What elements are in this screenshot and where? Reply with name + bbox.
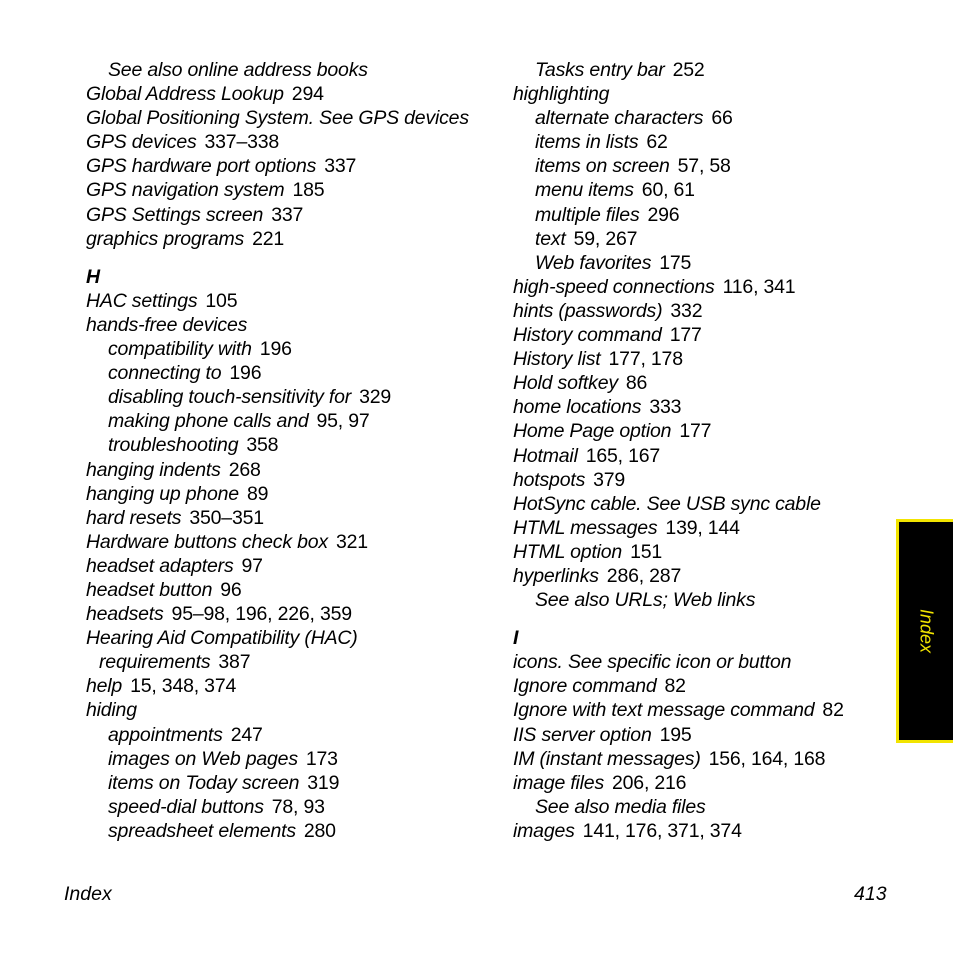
index-subentry: [513, 227, 893, 251]
index-subentry: [513, 106, 893, 130]
index-term: hanging up phone: [86, 482, 239, 505]
index-term: See also online address books: [108, 59, 368, 81]
index-page-refs: 332: [670, 299, 703, 322]
section-tab: [896, 519, 953, 743]
index-term: Home Page option: [513, 420, 672, 443]
index-page-refs: 252: [672, 59, 705, 81]
index-term: home locations: [513, 396, 642, 419]
index-entry: [86, 82, 486, 106]
index-term: hiding: [86, 699, 137, 722]
index-page-refs: 116, 341: [722, 275, 796, 298]
index-page-refs: 60, 61: [641, 179, 695, 202]
index-term: Hold softkey: [513, 372, 618, 395]
index-page-refs: 165, 167: [585, 444, 661, 467]
index-page-refs: 268: [228, 458, 261, 481]
index-letter-heading: H: [86, 265, 101, 288]
index-subentry: [86, 771, 486, 795]
index-page-refs: 247: [230, 723, 263, 746]
index-entry: [513, 771, 893, 795]
index-term: hotspots: [513, 468, 586, 491]
index-term: alternate characters: [535, 107, 704, 130]
index-page-refs: 173: [305, 747, 338, 770]
index-term: HTML messages: [513, 516, 658, 539]
index-page-refs: 206, 216: [612, 771, 687, 794]
index-term: GPS navigation system: [86, 179, 285, 202]
index-term: graphics programs: [86, 227, 245, 250]
index-subentry: [86, 58, 486, 82]
index-page-refs: 296: [647, 203, 680, 226]
index-entry: [513, 299, 893, 323]
index-entry: [86, 203, 486, 227]
index-subentry: [513, 795, 893, 819]
index-term: spreadsheet elements: [108, 819, 296, 842]
index-entry: [86, 698, 486, 722]
index-page-refs: 97: [241, 554, 263, 577]
index-entry: [513, 371, 893, 395]
index-page-refs: 196: [259, 338, 292, 361]
index-page-refs: 175: [659, 251, 692, 274]
index-subentry: [86, 819, 486, 843]
index-term: items in lists: [535, 131, 639, 154]
index-entry: [513, 275, 893, 299]
index-page-refs: 95, 97: [316, 410, 370, 433]
index-entry: [513, 419, 893, 443]
index-term: Hotmail: [513, 444, 578, 467]
index-term: Hardware buttons check box: [86, 530, 328, 553]
index-subentry: [513, 154, 893, 178]
index-subentry: [513, 251, 893, 275]
index-term: History list: [513, 348, 601, 371]
index-term: images: [513, 819, 575, 842]
index-page-refs: 329: [359, 386, 392, 409]
index-entry: [86, 227, 486, 251]
index-entry: [513, 468, 893, 492]
index-term: items on Today screen: [108, 771, 300, 794]
index-term: History command: [513, 324, 662, 347]
index-entry: [513, 516, 893, 540]
index-term: Global Positioning System. See GPS devices: [86, 107, 469, 130]
index-subentry: [86, 361, 486, 385]
index-term: images on Web pages: [108, 747, 298, 770]
index-entry: [86, 506, 486, 530]
index-subentry: [86, 433, 486, 457]
index-page-refs: 294: [291, 83, 324, 106]
index-page-refs: 66: [711, 107, 733, 130]
index-term: highlighting: [513, 83, 610, 106]
index-page-refs: 221: [252, 227, 285, 250]
index-page-refs: 96: [220, 578, 242, 601]
index-term: GPS devices: [86, 131, 197, 154]
index-entry: [86, 458, 486, 482]
index-term: high-speed connections: [513, 275, 715, 298]
index-entry: [513, 492, 893, 516]
index-term: headsets: [86, 603, 164, 626]
index-entry: [86, 674, 486, 698]
index-entry: [86, 289, 486, 313]
index-term: IM (instant messages): [513, 747, 701, 770]
index-entry: [513, 82, 893, 106]
index-page-refs: 86: [625, 372, 648, 395]
index-term: menu items: [535, 179, 634, 202]
index-entry: [513, 540, 893, 564]
index-term: connecting to: [108, 362, 222, 385]
section-tab-label: Index: [916, 608, 937, 654]
index-page-refs: 141, 176, 371, 374: [582, 819, 742, 842]
index-entry: [86, 626, 486, 650]
index-page-refs: 319: [307, 771, 340, 794]
index-term: See also URLs; Web links: [535, 589, 756, 612]
index-page-refs: 95–98, 196, 226, 359: [171, 603, 352, 626]
index-page-refs: 105: [205, 289, 238, 312]
index-subentry: [513, 588, 893, 612]
index-entry: [513, 564, 893, 588]
index-page-refs: 82: [822, 699, 844, 722]
footer-section-title: Index: [64, 883, 112, 905]
index-term: icons. See specific icon or button: [513, 651, 792, 674]
index-page-refs: 57, 58: [677, 155, 731, 178]
index-term: speed-dial buttons: [108, 795, 264, 818]
index-page-refs: 379: [593, 468, 626, 491]
index-term: items on screen: [535, 155, 670, 178]
index-page-refs: 139, 144: [665, 516, 740, 539]
index-entry: [86, 530, 486, 554]
index-subentry: [86, 337, 486, 361]
index-page-refs: 82: [664, 675, 686, 698]
index-entry: [513, 395, 893, 419]
index-term: HTML option: [513, 540, 623, 563]
index-letter-heading: I: [513, 627, 519, 650]
index-term: hints (passwords): [513, 299, 663, 322]
page-number: 413: [854, 883, 887, 905]
index-term: HAC settings: [86, 289, 198, 312]
index-page-refs: 337: [324, 155, 357, 178]
index-term: Tasks entry bar: [535, 59, 665, 81]
index-term: requirements: [99, 651, 211, 674]
index-term: compatibility with: [108, 338, 252, 361]
index-term: GPS Settings screen: [86, 203, 264, 226]
index-subentry: [513, 58, 893, 82]
index-subentry: [86, 723, 486, 747]
index-entry: [513, 323, 893, 347]
index-subentry: [86, 795, 486, 819]
index-page-refs: 89: [246, 482, 269, 505]
index-page-refs: 78, 93: [271, 795, 325, 818]
index-entry: [86, 602, 486, 626]
index-entry: [86, 130, 486, 154]
index-page-refs: 156, 164, 168: [708, 747, 826, 770]
index-term: making phone calls and: [108, 410, 309, 433]
index-term: help: [86, 675, 123, 698]
index-term: multiple files: [535, 203, 640, 226]
index-term: IIS server option: [513, 723, 652, 746]
index-subentry: [86, 409, 486, 433]
index-page-refs: 177, 178: [608, 348, 683, 371]
index-entry: [86, 154, 486, 178]
index-entry: [86, 554, 486, 578]
index-entry: [513, 674, 893, 698]
index-entry: [513, 723, 893, 747]
index-page-refs: 333: [649, 396, 682, 419]
index-page-refs: 387: [218, 651, 251, 674]
index-term: hard resets: [86, 506, 182, 529]
index-term: HotSync cable. See USB sync cable: [513, 492, 821, 515]
index-subentry: [86, 385, 486, 409]
index-page-refs: 15, 348, 374: [130, 675, 237, 698]
index-column-right: [513, 58, 893, 843]
index-term: Ignore command: [513, 675, 657, 698]
index-entry: [86, 106, 486, 130]
index-term: headset adapters: [86, 554, 234, 577]
index-term: hands-free devices: [86, 313, 248, 336]
index-entry: [513, 698, 893, 722]
index-term: hyperlinks: [513, 564, 599, 587]
index-entry: [86, 313, 486, 337]
index-page-refs: 62: [646, 131, 668, 154]
index-page-refs: 358: [246, 434, 279, 457]
index-entry: [86, 482, 486, 506]
index-term: hanging indents: [86, 458, 221, 481]
index-entry: [86, 578, 486, 602]
index-term: image files: [513, 771, 605, 794]
index-term: Ignore with text message command: [513, 699, 815, 722]
index-page-refs: 321: [335, 530, 368, 553]
index-page-refs: 151: [630, 540, 663, 563]
index-entry: [513, 650, 893, 674]
index-subentry: [513, 178, 893, 202]
index-entry: [86, 178, 486, 202]
index-term: text: [535, 227, 566, 250]
index-subentry: [513, 203, 893, 227]
index-subentry: [86, 747, 486, 771]
index-page-refs: 177: [679, 420, 712, 443]
index-page-refs: 195: [659, 723, 692, 746]
index-page-refs: 185: [292, 179, 325, 202]
index-page-refs: 337–338: [204, 131, 280, 154]
index-term: troubleshooting: [108, 434, 239, 457]
index-entry: [513, 819, 893, 843]
index-page-refs: 177: [669, 324, 702, 347]
index-term: Global Address Lookup: [86, 83, 284, 106]
index-page-refs: 196: [229, 362, 262, 385]
index-subentry: [513, 130, 893, 154]
index-term: headset button: [86, 578, 213, 601]
index-page-refs: 350–351: [189, 506, 264, 529]
index-entry: [513, 747, 893, 771]
index-term: See also media files: [535, 795, 706, 818]
index-term: Hearing Aid Compatibility (HAC): [86, 627, 358, 650]
index-term: disabling touch-sensitivity for: [108, 386, 352, 409]
index-page-refs: 337: [271, 203, 304, 226]
index-entry: [513, 444, 893, 468]
index-page-refs: 59, 267: [573, 227, 638, 250]
index-column-left: [86, 58, 486, 843]
index-entry: [513, 347, 893, 371]
index-term: GPS hardware port options: [86, 155, 317, 178]
index-page-refs: 280: [303, 819, 336, 842]
index-entry: [86, 650, 486, 674]
index-page-refs: 286, 287: [606, 564, 682, 587]
index-term: Web favorites: [535, 251, 652, 274]
index-term: appointments: [108, 723, 223, 746]
